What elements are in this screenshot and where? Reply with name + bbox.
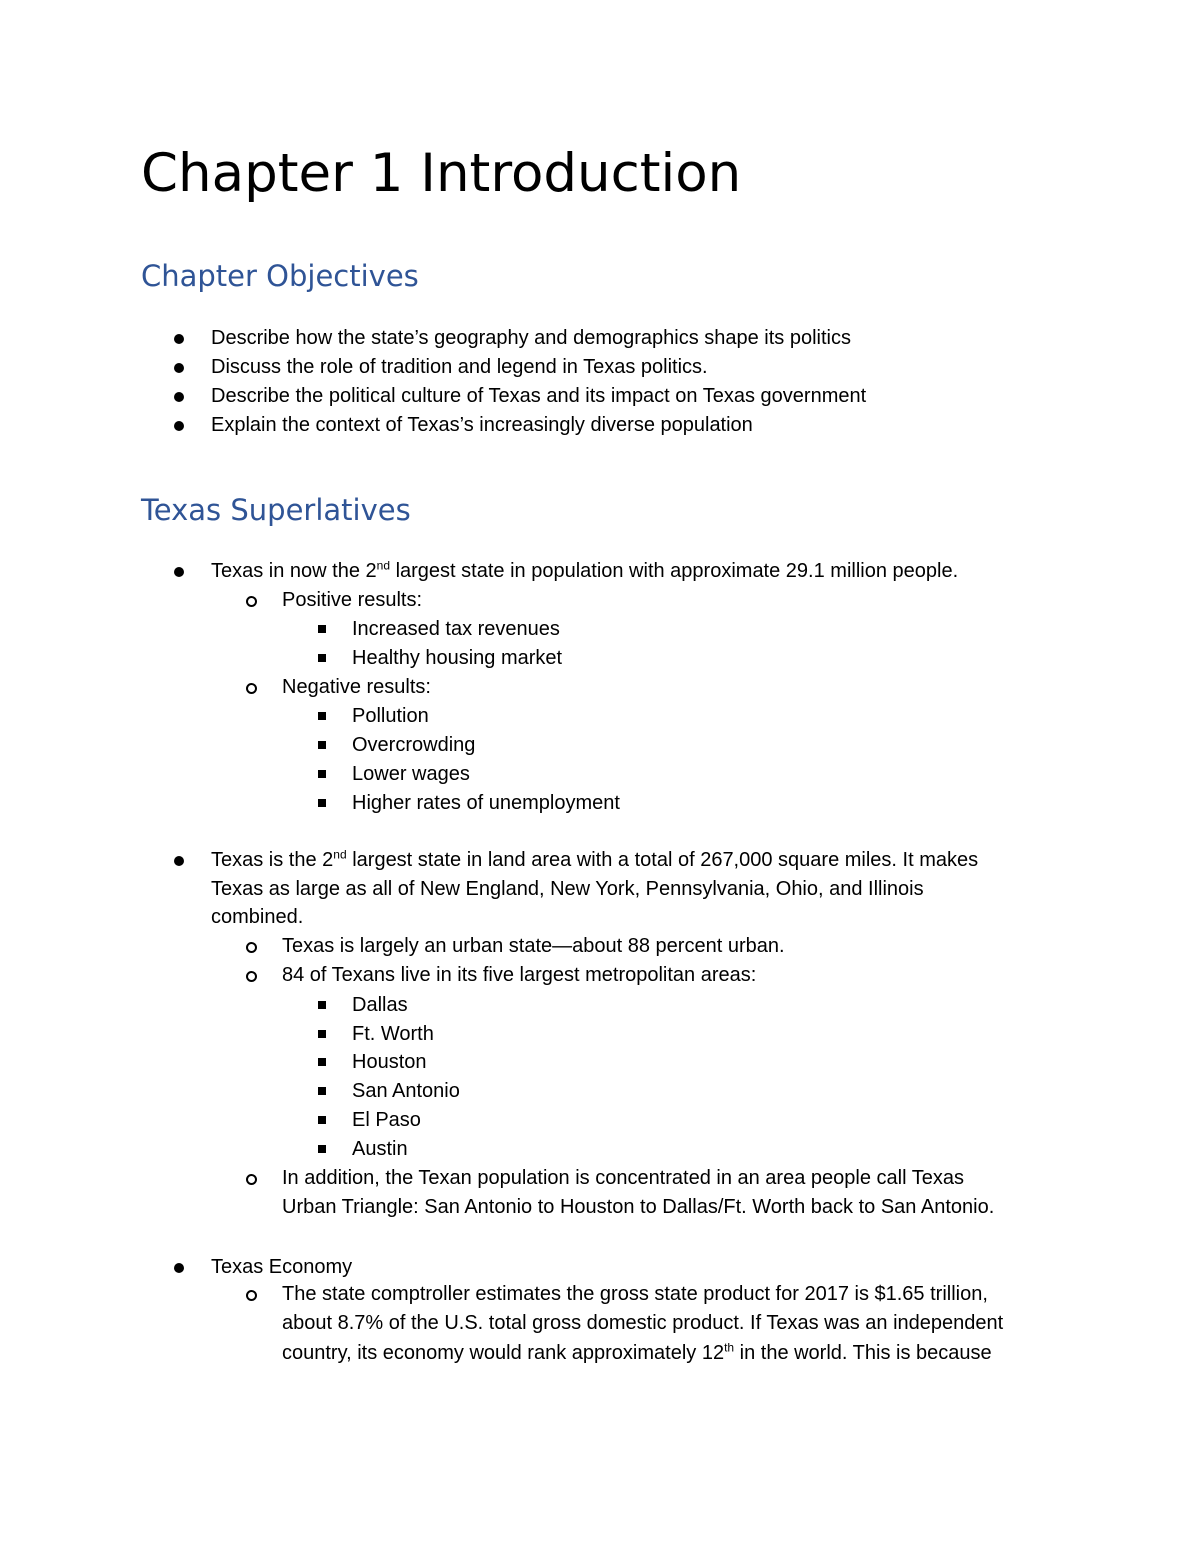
square-bullet-icon (318, 1001, 326, 1009)
metro-item: Dallas (352, 994, 408, 1016)
land-sup: nd (333, 847, 347, 862)
negative-result-item: Overcrowding (352, 734, 476, 756)
square-bullet-icon (318, 799, 326, 807)
bullet-icon (174, 567, 184, 577)
square-bullet-icon (318, 625, 326, 633)
bullet-icon (174, 856, 184, 866)
population-text-post: largest state in population with approximate 29.1 million people. (390, 560, 959, 582)
objectives-heading: Chapter Objectives (141, 259, 419, 293)
negative-results-label: Negative results: (282, 676, 431, 698)
circle-bullet-icon (246, 971, 257, 982)
triangle-line2: Urban Triangle: San Antonio to Houston to Dallas/Ft. Worth back to San Antonio. (282, 1196, 995, 1218)
circle-bullet-icon (246, 683, 257, 694)
metro-item: El Paso (352, 1109, 421, 1131)
metro-item: Austin (352, 1138, 408, 1160)
economy-line3-pre: country, its economy would rank approximately 12 (282, 1342, 725, 1364)
metro-item: Ft. Worth (352, 1023, 434, 1045)
bullet-icon (174, 421, 184, 431)
objective-item: Discuss the role of tradition and legend in Texas politics. (211, 356, 708, 378)
positive-result-item: Healthy housing market (352, 647, 563, 669)
population-text-pre: Texas in now the 2 (211, 560, 377, 582)
square-bullet-icon (318, 654, 326, 662)
land-text-post: largest state in land area with a total of 267,000 square miles. It makes (346, 849, 979, 871)
bullet-icon (174, 1263, 184, 1273)
square-bullet-icon (318, 1030, 326, 1038)
triangle-line1: In addition, the Texan population is concentrated in an area people call Texas (282, 1167, 964, 1189)
economy-line3 (282, 1339, 992, 1368)
page-title: Chapter 1 Introduction (141, 143, 742, 204)
urban-item: Texas is largely an urban state—about 88 percent urban. (282, 935, 785, 957)
square-bullet-icon (318, 1116, 326, 1124)
circle-bullet-icon (246, 1290, 257, 1301)
bullet-icon (174, 392, 184, 402)
objective-item: Explain the context of Texas’s increasingly diverse population (211, 414, 753, 436)
bullet-icon (174, 334, 184, 344)
land-text-pre: Texas is the 2 (211, 849, 334, 871)
square-bullet-icon (318, 712, 326, 720)
objective-item: Describe how the state’s geography and demographics shape its politics (211, 327, 851, 349)
circle-bullet-icon (246, 942, 257, 953)
metro-item: San Antonio (352, 1080, 460, 1102)
circle-bullet-icon (246, 596, 257, 607)
square-bullet-icon (318, 1058, 326, 1066)
negative-result-item: Lower wages (352, 763, 470, 785)
economy-label: Texas Economy (211, 1256, 353, 1278)
positive-results-label: Positive results: (282, 589, 423, 611)
negative-result-item: Pollution (352, 705, 429, 727)
economy-line1: The state comptroller estimates the gross state product for 2017 is $1.65 trillion, (282, 1283, 988, 1305)
economy-line2: about 8.7% of the U.S. total gross domestic product. If Texas was an independent (282, 1312, 1004, 1334)
land-text-line2: Texas as large as all of New England, New York, Pennsylvania, Ohio, and Illinois (211, 878, 924, 900)
square-bullet-icon (318, 770, 326, 778)
land-item (211, 846, 978, 875)
objective-item: Describe the political culture of Texas and its impact on Texas government (211, 385, 867, 407)
economy-line3-sup: th (724, 1340, 735, 1355)
square-bullet-icon (318, 741, 326, 749)
metro-item: Houston (352, 1051, 427, 1073)
square-bullet-icon (318, 1145, 326, 1153)
land-text-line3: combined. (211, 906, 304, 928)
superlatives-heading: Texas Superlatives (141, 493, 411, 527)
positive-result-item: Increased tax revenues (352, 618, 560, 640)
square-bullet-icon (318, 1087, 326, 1095)
negative-result-item: Higher rates of unemployment (352, 792, 620, 814)
bullet-icon (174, 363, 184, 373)
metro-label: 84 of Texans live in its five largest metropolitan areas: (282, 964, 757, 986)
population-item (211, 557, 958, 586)
population-sup: nd (376, 558, 391, 573)
circle-bullet-icon (246, 1174, 257, 1185)
economy-line3-post: in the world. This is because (734, 1342, 992, 1364)
